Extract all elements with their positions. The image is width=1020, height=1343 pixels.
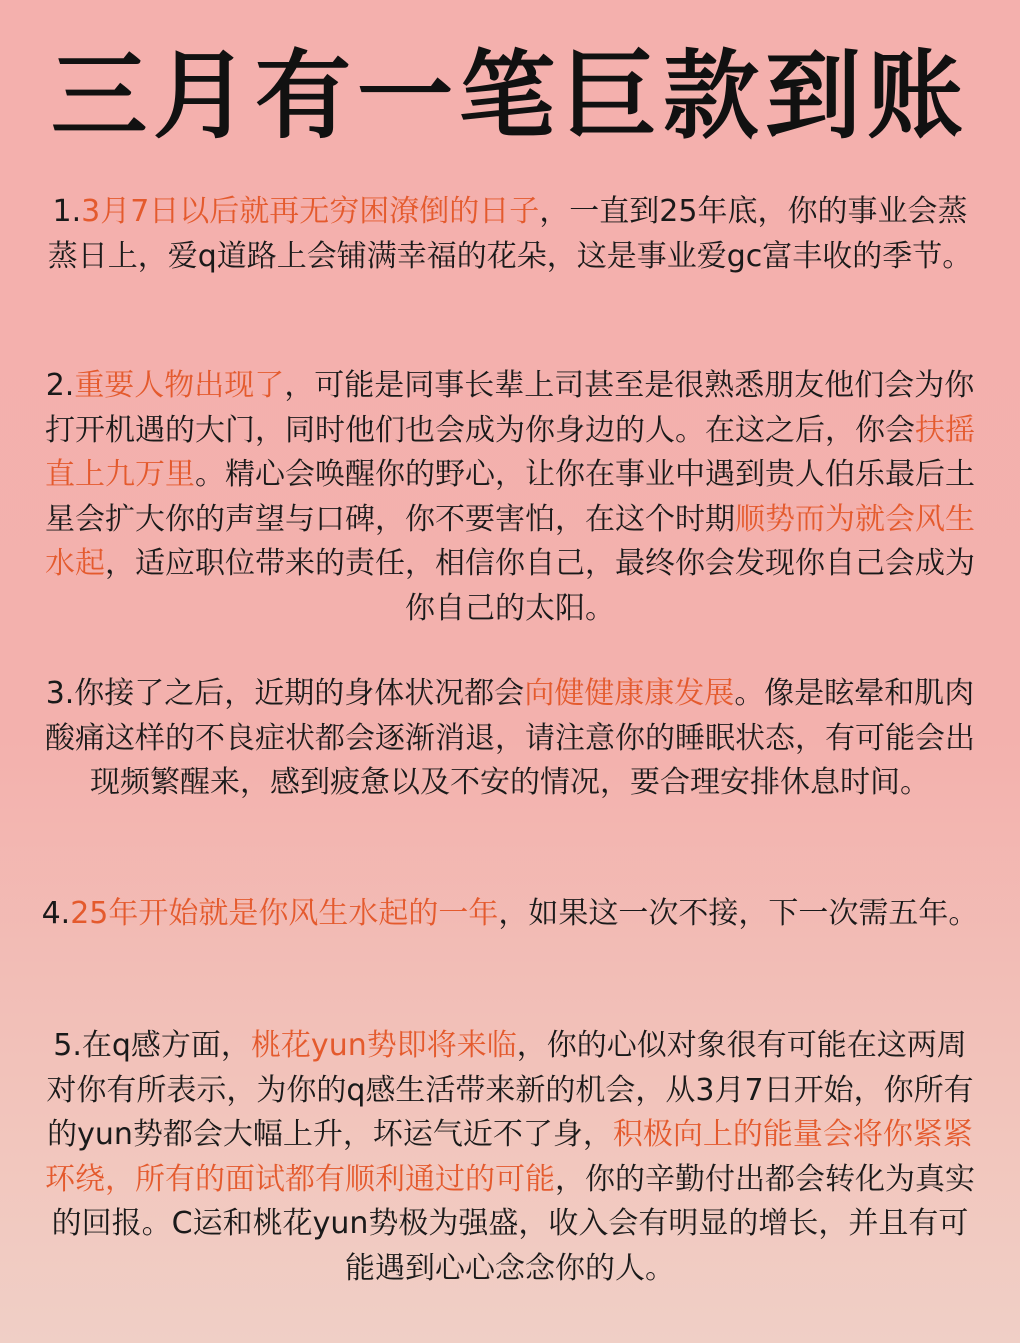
highlight-text: 25年开始就是你风生水起的一年 (70, 896, 499, 931)
highlight-text: 3月7日以后就再无穷困潦倒的日子 (81, 194, 540, 229)
highlight-text: 桃花yun势即将来临 (250, 1028, 517, 1063)
highlight-text: 扶摇直上九万里 (45, 412, 975, 492)
paragraph-text: ，可能是同事长辈上司甚至是很熟悉朋友他们会为你打开机遇的大门，同时他们也会成为你身边的人。在这之后，你会 (45, 368, 975, 448)
paragraph-3 (40, 672, 980, 806)
highlight-text: 重要人物出现了 (74, 368, 285, 403)
paragraph-text: 3.你接了之后，近期的身体状况都会 (45, 676, 525, 711)
highlight-text: 积极向上的能量会将你紧紧环绕，所有的面试都有顺利通过的可能 (45, 1117, 973, 1197)
paragraph-5 (40, 1024, 980, 1291)
paragraph-text: ，你的辛勤付出都会转化为真实的回报。C运和桃花yun势极为强盛，收入会有明显的增长，并且有可能遇到心心念念你的人。 (51, 1161, 975, 1286)
highlight-text: 向健健康康发展 (524, 676, 735, 711)
paragraph-text: ，你的心似对象很有可能在这两周对你有所表示，为你的q感生活带来新的机会，从3月7日开始，你所有的yun势都会大幅上升，坏运气近不了身， (46, 1028, 974, 1152)
paragraph-text: ，如果这一次不接，下一次需五年。 (498, 896, 979, 931)
paragraph-4 (40, 892, 980, 937)
paragraph-text: ，适应职位带来的责任，相信你自己，最终你会发现你自己会成为你自己的太阳。 (105, 546, 975, 626)
paragraph-text: 2. (45, 368, 75, 403)
paragraph-text: ，一直到25年底，你的事业会蒸蒸日上，爱q道路上会铺满幸福的花朵，这是事业爱gc富丰收的季节。 (47, 194, 973, 274)
paragraph-2 (40, 364, 980, 631)
page-title: 三月有一笔巨款到账 (51, 40, 969, 152)
paragraph-text: 1. (52, 194, 82, 229)
paragraph-text: 。像是眩晕和肌肉酸痛这样的不良症状都会逐渐消退，请注意你的睡眠状态，有可能会出现频繁醒来，感到疲惫以及不安的情况，要合理安排休息时间。 (45, 676, 975, 800)
paragraph-text: 5.在q感方面， (53, 1028, 251, 1063)
highlight-text: 顺势而为就会风生水起 (45, 501, 975, 581)
paragraph-1 (40, 190, 980, 279)
paragraph-text: 。精心会唤醒你的野心，让你在事业中遇到贵人伯乐最后土星会扩大你的声望与口碑，你不要害怕，在这个时期 (45, 457, 975, 537)
paragraph-text: 4. (41, 896, 71, 931)
